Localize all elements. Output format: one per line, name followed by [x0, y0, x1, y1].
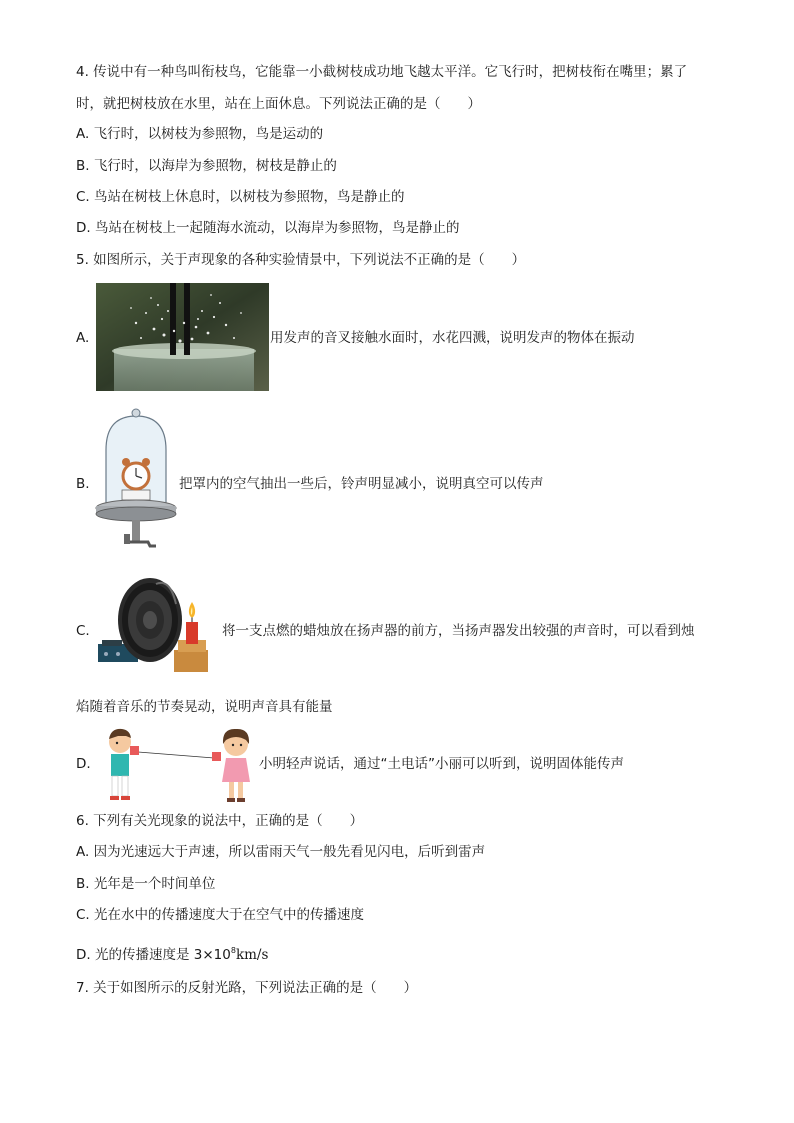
q4-stem-line1: 4. 传说中有一种鸟叫衔枝鸟，它能靠一小截树枝成功地飞越太平洋。它飞行时，把树枝衔在嘴里；累了 — [76, 64, 688, 80]
q6-option-a: A. 因为光速远大于声速，所以雷雨天气一般先看见闪电，后听到雷声 — [76, 844, 486, 860]
q5-option-b-text: 把罩内的空气抽出一些后，铃声明显减小，说明真空可以传声 — [179, 476, 544, 492]
q6-option-d-exponent: 8 — [230, 946, 236, 955]
q4-option-a: A. 飞行时，以树枝为参照物，鸟是运动的 — [76, 126, 324, 142]
q5-option-a-text: 用发声的音叉接触水面时，水花四溅，说明发声的物体在振动 — [270, 330, 635, 346]
q5-stem: 5. 如图所示，关于声现象的各种实验情景中，下列说法不正确的是（ ） — [76, 252, 526, 268]
q6-option-d-unit: km/s — [235, 947, 269, 963]
q5-option-d-text: 小明轻声说话，通过“土电话”小丽可以听到，说明固体能传声 — [259, 756, 624, 772]
q5-option-b-letter: B. — [76, 476, 90, 492]
speaker-candle-image — [96, 574, 218, 676]
q6-option-c: C. 光在水中的传播速度大于在空气中的传播速度 — [76, 907, 365, 923]
q5-option-c-letter: C. — [76, 623, 90, 639]
q6-option-b: B. 光年是一个时间单位 — [76, 876, 216, 892]
q5-option-c-text: 将一支点燃的蜡烛放在扬声器的前方，当扬声器发出较强的声音时，可以看到烛 — [222, 623, 695, 639]
q4-option-d: D. 鸟站在树枝上一起随海水流动，以海岸为参照物，鸟是静止的 — [76, 220, 460, 236]
q6-option-d-prefix: D. 光的传播速度是 3×10 — [76, 947, 231, 963]
q4-option-c: C. 鸟站在树枝上休息时，以树枝为参照物，鸟是静止的 — [76, 189, 405, 205]
q6-stem: 6. 下列有关光现象的说法中，正确的是（ ） — [76, 813, 364, 829]
q4-stem-line2: 时，就把树枝放在水里，站在上面休息。下列说法正确的是（ ） — [76, 96, 481, 112]
bell-jar-image — [94, 406, 178, 562]
tuning-fork-water-image — [96, 283, 269, 391]
q5-option-d-letter: D. — [76, 756, 91, 772]
q5-option-c-text-cont: 焰随着音乐的节奏晃动，说明声音具有能量 — [76, 699, 333, 715]
string-telephone-image — [96, 722, 258, 806]
q4-option-b: B. 飞行时，以海岸为参照物，树枝是静止的 — [76, 158, 337, 174]
q5-option-a-letter: A. — [76, 330, 90, 346]
q6-option-d — [76, 941, 268, 965]
q7-stem: 7. 关于如图所示的反射光路，下列说法正确的是（ ） — [76, 980, 418, 996]
